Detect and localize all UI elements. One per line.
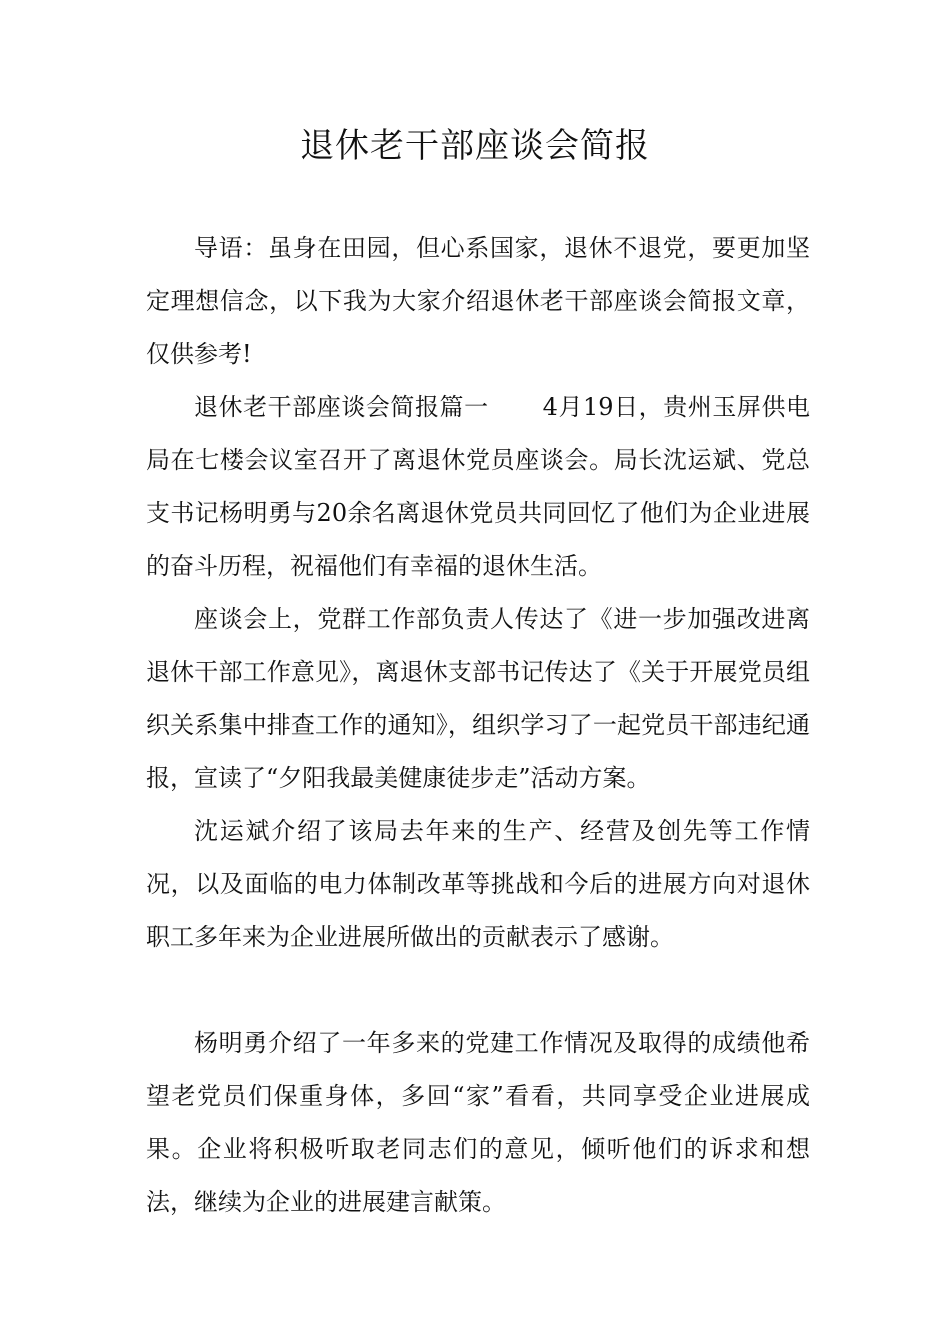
yang-mingyong-paragraph: 杨明勇介绍了一年多来的党建工作情况及取得的成绩他希望老党员们保重身体，多回“家”看看，共同享受企业进展成果。企业将积极听取老同志们的意见，倾听他们的诉求和想法，继续为企业的进展建言献策。 [146, 1029, 810, 1216]
intro-paragraph: 导语：虽身在田园，但心系国家，退休不退党，要更加坚定理想信念，以下我为大家介绍退休老干部座谈会简报文章，仅供参考! [146, 234, 810, 368]
section-one-paragraph [146, 381, 810, 593]
shen-yunbin-paragraph: 沈运斌介绍了该局去年来的生产、经营及创先等工作情况，以及面临的电力体制改革等挑战和今后的进展方向对退休职工多年来为企业进展所做出的贡献表示了感谢。 [146, 817, 810, 951]
document-body [146, 222, 810, 1229]
section-one-text: 4月19日，贵州玉屏供电局在七楼会议室召开了离退休党员座谈会。局长沈运斌、党总支书记杨明勇与20余名离退休党员共同回忆了他们为企业进展的奋斗历程，祝福他们有幸福的退休生活。 [146, 393, 811, 580]
document-title: 退休老干部座谈会简报 [300, 126, 650, 166]
section-heading: 退休老干部座谈会简报篇一 [194, 393, 489, 421]
meeting-content-paragraph: 座谈会上，党群工作部负责人传达了《进一步加强改进离退休干部工作意见》，离退休支部书记传达了《关于开展党员组织关系集中排查工作的通知》，组织学习了一起党员干部违纪通报，宣读了“夕阳我最美健康徒步走”活动方案。 [146, 605, 810, 792]
